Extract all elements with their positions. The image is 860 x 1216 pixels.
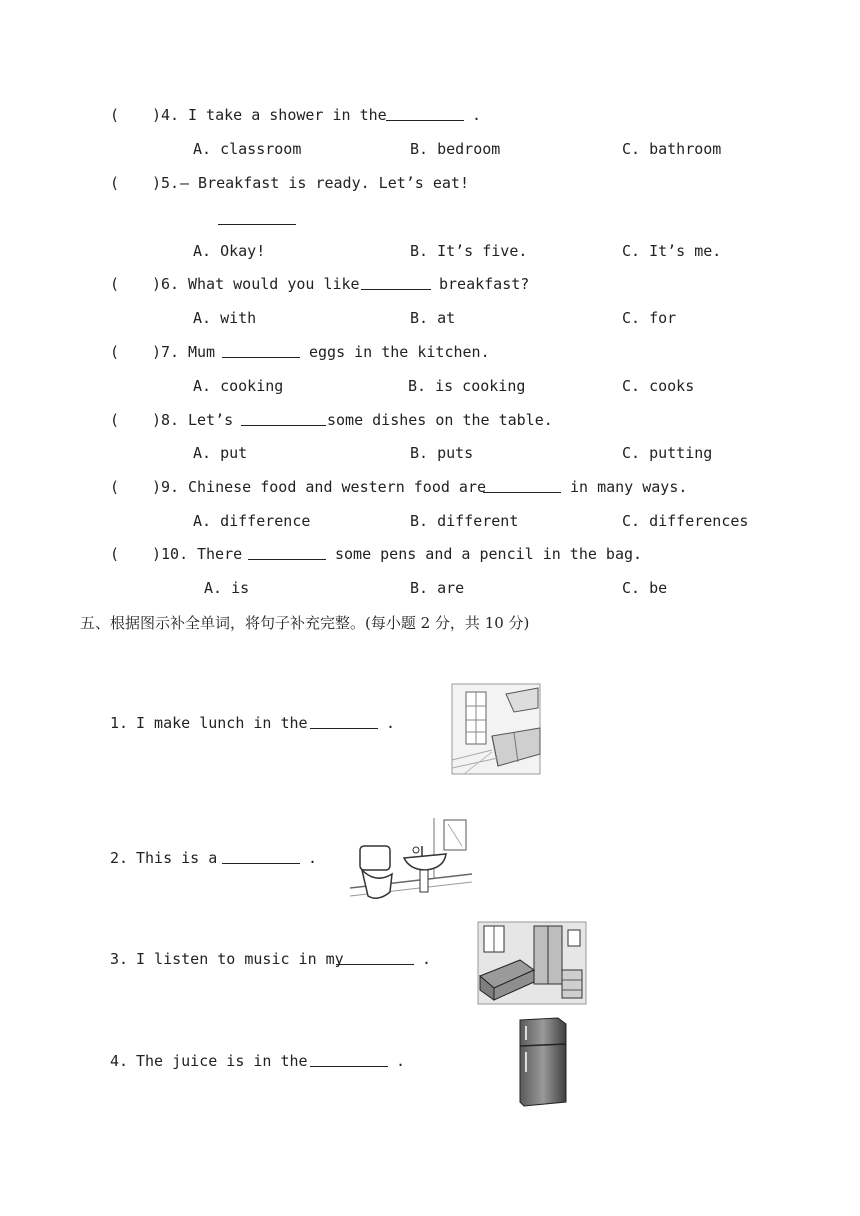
option-a: A. cooking bbox=[193, 377, 284, 395]
question-number: )4. bbox=[152, 106, 180, 124]
bathroom-picture bbox=[350, 812, 472, 912]
fridge-picture bbox=[514, 1016, 570, 1108]
bedroom-picture bbox=[476, 920, 588, 1006]
option-c: C. It’s me. bbox=[622, 242, 722, 260]
answer-blank[interactable] bbox=[222, 851, 300, 864]
option-c: C. be bbox=[622, 579, 668, 597]
answer-paren[interactable]: ( bbox=[110, 545, 120, 563]
option-b: B. is cooking bbox=[408, 377, 526, 395]
answer-blank[interactable] bbox=[310, 716, 378, 729]
question-text: Mum bbox=[188, 343, 216, 361]
option-c: C. putting bbox=[622, 444, 713, 462]
question-number: )5. bbox=[152, 174, 180, 192]
question-text-after: some dishes on the table. bbox=[327, 411, 553, 429]
option-b: B. bedroom bbox=[410, 140, 501, 158]
answer-paren[interactable]: ( bbox=[110, 411, 120, 429]
question-number: )6. bbox=[152, 275, 180, 293]
item-number: 1. bbox=[110, 714, 129, 732]
question-text-after: in many ways. bbox=[570, 478, 688, 496]
question-text-after: eggs in the kitchen. bbox=[309, 343, 490, 361]
question-text: Let’s bbox=[188, 411, 234, 429]
option-a: A. put bbox=[193, 444, 248, 462]
question-text-after: . bbox=[472, 106, 482, 124]
answer-blank[interactable] bbox=[361, 277, 431, 290]
option-a: A. classroom bbox=[193, 140, 302, 158]
answer-paren[interactable]: ( bbox=[110, 275, 120, 293]
question-number: )8. bbox=[152, 411, 180, 429]
option-a: A. Okay! bbox=[193, 242, 266, 260]
question-text: I take a shower in the bbox=[188, 106, 387, 124]
question-text: What would you like bbox=[188, 275, 360, 293]
item-text-after: . bbox=[308, 849, 318, 867]
answer-blank[interactable] bbox=[241, 413, 326, 426]
question-text: — Breakfast is ready. Let’s eat! bbox=[180, 174, 469, 192]
item-text-after: . bbox=[386, 714, 396, 732]
option-b: B. are bbox=[410, 579, 465, 597]
answer-paren[interactable]: ( bbox=[110, 478, 120, 496]
option-c: C. bathroom bbox=[622, 140, 722, 158]
question-text: Chinese food and western food are bbox=[188, 478, 487, 496]
question-text-after: some pens and a pencil in the bag. bbox=[335, 545, 643, 563]
answer-paren[interactable]: ( bbox=[110, 106, 120, 124]
answer-blank[interactable] bbox=[483, 480, 561, 493]
answer-blank[interactable] bbox=[386, 108, 464, 121]
answer-paren[interactable]: ( bbox=[110, 174, 120, 192]
question-text: There bbox=[197, 545, 243, 563]
section-5-title: 五、根据图示补全单词，将句子补充完整。(每小题 2 分，共 10 分) bbox=[80, 614, 530, 632]
item-text: I listen to music in my bbox=[136, 950, 344, 968]
question-number: )10. bbox=[152, 545, 189, 563]
item-text: The juice is in the bbox=[136, 1052, 308, 1070]
option-c: C. for bbox=[622, 309, 677, 327]
option-a: A. is bbox=[204, 579, 250, 597]
option-c: C. differences bbox=[622, 512, 749, 530]
item-number: 4. bbox=[110, 1052, 129, 1070]
answer-blank[interactable] bbox=[248, 547, 326, 560]
option-a: A. with bbox=[193, 309, 257, 327]
answer-blank[interactable] bbox=[222, 345, 300, 358]
answer-blank[interactable] bbox=[218, 212, 296, 225]
item-text: This is a bbox=[136, 849, 218, 867]
option-b: B. different bbox=[410, 512, 519, 530]
option-b: B. at bbox=[410, 309, 456, 327]
kitchen-picture bbox=[448, 680, 544, 778]
item-number: 2. bbox=[110, 849, 129, 867]
item-text-after: . bbox=[396, 1052, 406, 1070]
option-b: B. puts bbox=[410, 444, 474, 462]
question-number: )7. bbox=[152, 343, 180, 361]
question-number: )9. bbox=[152, 478, 180, 496]
option-a: A. difference bbox=[193, 512, 311, 530]
answer-blank[interactable] bbox=[310, 1054, 388, 1067]
option-b: B. It’s five. bbox=[410, 242, 528, 260]
item-text-after: . bbox=[422, 950, 432, 968]
answer-blank[interactable] bbox=[336, 952, 414, 965]
question-text-after: breakfast? bbox=[439, 275, 530, 293]
answer-paren[interactable]: ( bbox=[110, 343, 120, 361]
item-number: 3. bbox=[110, 950, 129, 968]
item-text: I make lunch in the bbox=[136, 714, 308, 732]
option-c: C. cooks bbox=[622, 377, 695, 395]
